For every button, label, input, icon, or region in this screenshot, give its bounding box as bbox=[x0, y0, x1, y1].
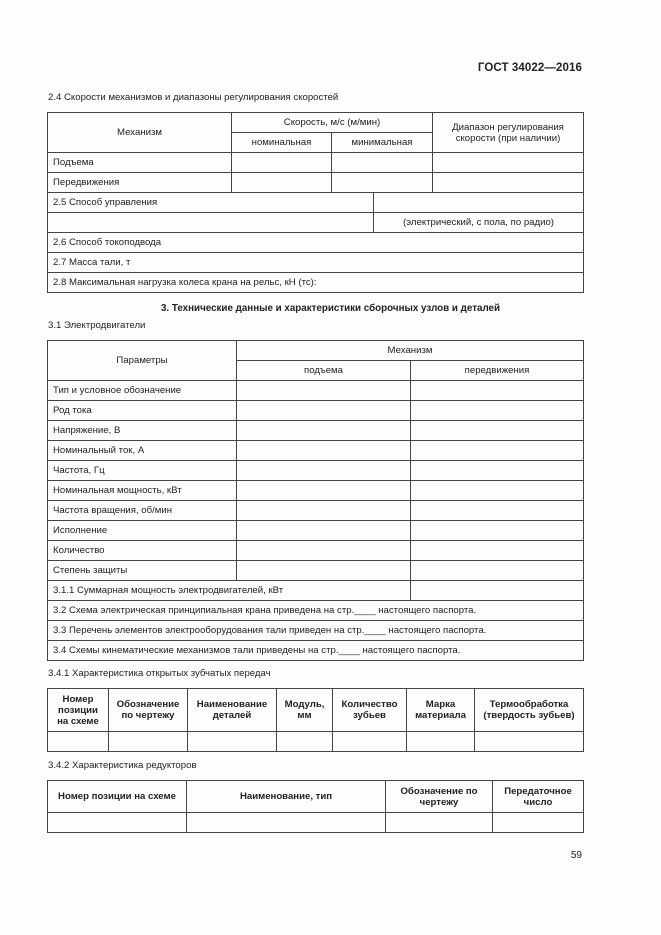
table-cell[interactable] bbox=[48, 813, 187, 833]
cell-lift[interactable] bbox=[237, 461, 411, 481]
header-speed: Скорость, м/с (м/мин) bbox=[232, 113, 433, 133]
gears-table bbox=[47, 688, 584, 752]
cell-lift[interactable] bbox=[237, 481, 411, 501]
hoist-mass-row: 2.7 Масса тали, т bbox=[48, 253, 584, 273]
header-heat-treatment: Термообработка (твердость зубьев) bbox=[475, 689, 584, 732]
param-label: Напряжение, В bbox=[48, 421, 237, 441]
power-supply-row: 2.6 Способ токоподвода bbox=[48, 233, 584, 253]
param-label: Номинальный ток, А bbox=[48, 441, 237, 461]
table-cell[interactable] bbox=[407, 732, 475, 752]
cell-travel[interactable] bbox=[411, 481, 584, 501]
motors-table bbox=[47, 340, 584, 661]
header-material: Марка материала bbox=[407, 689, 475, 732]
header-gear-ratio: Передаточное число bbox=[493, 781, 584, 813]
table-cell[interactable] bbox=[333, 732, 407, 752]
header-position: Номер позиции на схеме bbox=[48, 689, 109, 732]
cell-lift[interactable] bbox=[237, 381, 411, 401]
header-minimal: минимальная bbox=[332, 133, 433, 153]
table-cell[interactable] bbox=[386, 813, 493, 833]
cell-lift-range[interactable] bbox=[433, 153, 584, 173]
cell-lift[interactable] bbox=[237, 561, 411, 581]
total-power-label: 3.1.1 Суммарная мощность электродвигателей, кВт bbox=[48, 581, 411, 601]
header-part-name: Наименование деталей bbox=[188, 689, 277, 732]
cell-travel[interactable] bbox=[411, 461, 584, 481]
table-cell[interactable] bbox=[277, 732, 333, 752]
header-module: Модуль, мм bbox=[277, 689, 333, 732]
cell-travel[interactable] bbox=[411, 501, 584, 521]
control-method-value[interactable] bbox=[374, 193, 584, 213]
caption-3-4-2: 3.4.2 Характеристика редукторов bbox=[48, 760, 197, 771]
header-name-type: Наименование, тип bbox=[187, 781, 386, 813]
header-designation: Обозначение по чертежу bbox=[109, 689, 188, 732]
cell-travel[interactable] bbox=[411, 381, 584, 401]
table-cell[interactable] bbox=[493, 813, 584, 833]
row-travel-label: Передвижения bbox=[48, 173, 232, 193]
table-cell[interactable] bbox=[188, 732, 277, 752]
param-label: Номинальная мощность, кВт bbox=[48, 481, 237, 501]
total-power-value[interactable] bbox=[411, 581, 584, 601]
cell-lift[interactable] bbox=[237, 501, 411, 521]
param-label: Степень защиты bbox=[48, 561, 237, 581]
cell-travel[interactable] bbox=[411, 421, 584, 441]
cell-travel-nominal[interactable] bbox=[232, 173, 332, 193]
control-method-label: 2.5 Способ управления bbox=[48, 193, 374, 213]
param-label: Исполнение bbox=[48, 521, 237, 541]
header-parameters: Параметры bbox=[48, 341, 237, 381]
caption-2-4: 2.4 Скорости механизмов и диапазоны регулирования скоростей bbox=[48, 92, 339, 103]
control-method-hint: (электрический, с пола, по радио) bbox=[374, 213, 584, 233]
cell-travel[interactable] bbox=[411, 521, 584, 541]
caption-3-4-1: 3.4.1 Характеристика открытых зубчатых передач bbox=[48, 668, 271, 679]
param-label: Частота вращения, об/мин bbox=[48, 501, 237, 521]
header-teeth-count: Количество зубьев bbox=[333, 689, 407, 732]
document-code: ГОСТ 34022—2016 bbox=[477, 62, 582, 74]
page-number: 59 bbox=[570, 850, 582, 861]
cell-travel-minimal[interactable] bbox=[332, 173, 433, 193]
param-label: Род тока bbox=[48, 401, 237, 421]
cell-lift[interactable] bbox=[237, 541, 411, 561]
cell-travel[interactable] bbox=[411, 441, 584, 461]
param-label: Тип и условное обозначение bbox=[48, 381, 237, 401]
cell-travel[interactable] bbox=[411, 561, 584, 581]
param-label: Количество bbox=[48, 541, 237, 561]
table-cell[interactable] bbox=[187, 813, 386, 833]
header-mechanism: Механизм bbox=[237, 341, 584, 361]
cell-travel-range[interactable] bbox=[433, 173, 584, 193]
elements-list-note: 3.3 Перечень элементов электрооборудования тали приведен на стр.____ настоящего паспорта. bbox=[48, 621, 584, 641]
header-regulation-range: Диапазон регулирования скорости (при наличии) bbox=[433, 113, 584, 153]
max-load-row: 2.8 Максимальная нагрузка колеса крана на рельс, кН (тс): bbox=[48, 273, 584, 293]
speed-table bbox=[47, 112, 584, 293]
section-3-title: 3. Технические данные и характеристики сборочных узлов и деталей bbox=[160, 303, 501, 314]
control-method-input[interactable] bbox=[48, 213, 374, 233]
caption-3-1: 3.1 Электродвигатели bbox=[48, 320, 146, 331]
row-lift-label: Подъема bbox=[48, 153, 232, 173]
cell-lift[interactable] bbox=[237, 441, 411, 461]
cell-travel[interactable] bbox=[411, 541, 584, 561]
cell-lift[interactable] bbox=[237, 401, 411, 421]
cell-lift-minimal[interactable] bbox=[332, 153, 433, 173]
scheme-note: 3.2 Схема электрическая принципиальная крана приведена на стр.____ настоящего паспорта. bbox=[48, 601, 584, 621]
reducers-table bbox=[47, 780, 584, 833]
cell-lift[interactable] bbox=[237, 421, 411, 441]
header-mechanism: Механизм bbox=[48, 113, 232, 153]
table-cell[interactable] bbox=[48, 732, 109, 752]
table-cell[interactable] bbox=[109, 732, 188, 752]
header-position: Номер позиции на схеме bbox=[48, 781, 187, 813]
header-travel: передвижения bbox=[411, 361, 584, 381]
cell-lift-nominal[interactable] bbox=[232, 153, 332, 173]
kinematic-note: 3.4 Схемы кинематические механизмов тали приведены на стр.____ настоящего паспорта. bbox=[48, 641, 584, 661]
param-label: Частота, Гц bbox=[48, 461, 237, 481]
header-designation: Обозначение по чертежу bbox=[386, 781, 493, 813]
cell-travel[interactable] bbox=[411, 401, 584, 421]
table-cell[interactable] bbox=[475, 732, 584, 752]
cell-lift[interactable] bbox=[237, 521, 411, 541]
header-nominal: номинальная bbox=[232, 133, 332, 153]
header-lift: подъема bbox=[237, 361, 411, 381]
